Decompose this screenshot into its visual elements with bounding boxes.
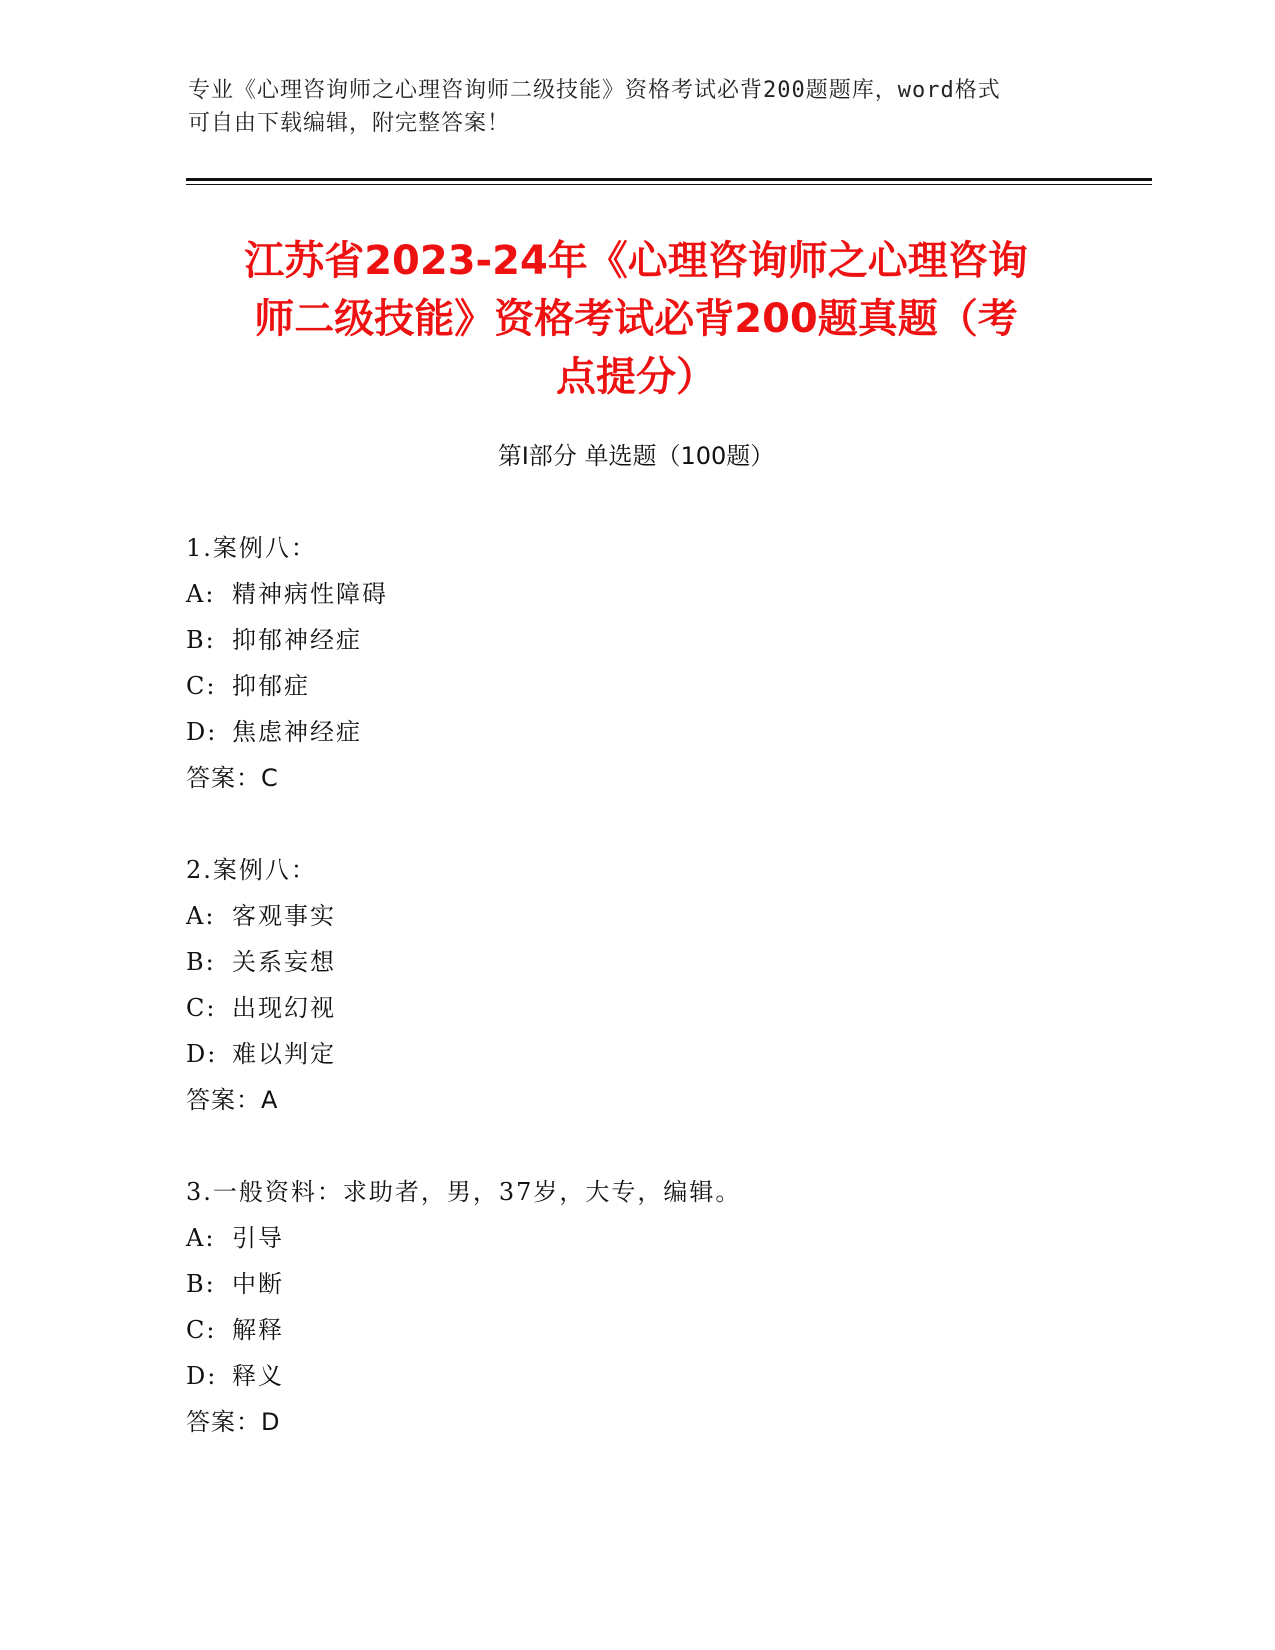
option-letter: C:: [186, 994, 217, 1022]
option-letter: C:: [186, 672, 217, 700]
option-letter: C:: [186, 1316, 217, 1344]
question-1: [186, 525, 1086, 801]
option-text: 关系妄想: [232, 948, 336, 976]
option-text: 解释: [232, 1316, 284, 1344]
option-c: [186, 663, 1086, 709]
option-c: [186, 985, 1086, 1031]
answer-line: 答案：C: [186, 764, 279, 792]
option-text: 引导: [232, 1224, 284, 1252]
option-b: [186, 939, 1086, 985]
question-2: [186, 847, 1086, 1123]
document-title-line-1: 江苏省2023-24年《心理咨询师之心理咨询: [244, 238, 1028, 284]
option-letter: B:: [186, 626, 216, 654]
option-c: [186, 1307, 1086, 1353]
question-list: [186, 525, 1086, 1491]
header-note: [188, 74, 1088, 140]
option-letter: B:: [186, 948, 216, 976]
option-letter: A:: [186, 1224, 216, 1252]
option-a: [186, 893, 1086, 939]
option-a: [186, 571, 1086, 617]
option-letter: D:: [186, 1362, 218, 1390]
document-title: [186, 232, 1086, 406]
option-d: [186, 709, 1086, 755]
option-text: 客观事实: [232, 902, 336, 930]
option-letter: A:: [186, 580, 216, 608]
option-letter: A:: [186, 902, 216, 930]
question-stem: 3.一般资料：求助者，男，37岁，大专，编辑。: [186, 1178, 742, 1206]
option-text: 焦虑神经症: [232, 718, 362, 746]
document-title-line-2: 师二级技能》资格考试必背200题真题（考: [254, 296, 1018, 342]
header-divider-thick: [186, 178, 1152, 181]
question-stem: 2.案例八：: [186, 856, 317, 884]
option-text: 精神病性障碍: [232, 580, 388, 608]
answer-line: 答案：D: [186, 1408, 281, 1436]
option-letter: D:: [186, 1040, 218, 1068]
option-b: [186, 617, 1086, 663]
document-title-line-3: 点提分）: [556, 354, 716, 400]
question-3: [186, 1169, 1086, 1445]
question-stem: 1.案例八：: [186, 534, 317, 562]
option-text: 释义: [232, 1362, 284, 1390]
option-letter: D:: [186, 718, 218, 746]
header-note-line-2: 可自由下载编辑，附完整答案！: [188, 111, 511, 136]
option-d: [186, 1031, 1086, 1077]
header-divider-thin: [186, 184, 1152, 185]
option-text: 出现幻视: [232, 994, 336, 1022]
option-text: 中断: [232, 1270, 284, 1298]
option-d: [186, 1353, 1086, 1399]
option-letter: B:: [186, 1270, 216, 1298]
option-b: [186, 1261, 1086, 1307]
option-text: 抑郁神经症: [232, 626, 362, 654]
header-note-line-1: 专业《心理咨询师之心理咨询师二级技能》资格考试必背200题题库，word格式: [188, 78, 1001, 103]
answer-line: 答案：A: [186, 1086, 279, 1114]
option-a: [186, 1215, 1086, 1261]
option-text: 难以判定: [232, 1040, 336, 1068]
option-text: 抑郁症: [232, 672, 310, 700]
section-heading: 第Ⅰ部分 单选题（100题）: [497, 442, 775, 470]
